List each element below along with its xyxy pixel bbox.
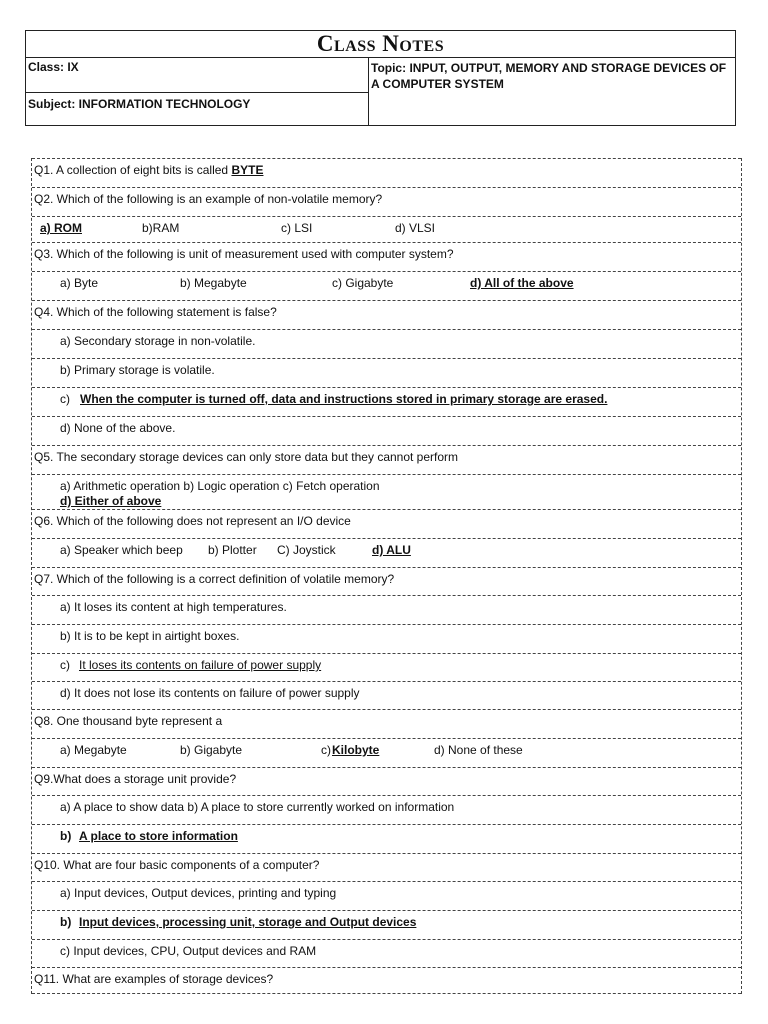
option: b) Plotter bbox=[208, 543, 257, 557]
question-text: Q5. The secondary storage devices can only store data but they cannot perform bbox=[34, 450, 459, 464]
option: a) It loses its content at high temperatures. bbox=[60, 600, 287, 614]
question-text: Q7. Which of the following is a correct definition of volatile memory? bbox=[34, 572, 395, 586]
question-text: Q3. Which of the following is unit of measurement used with computer system? bbox=[34, 247, 454, 261]
option-label: c) bbox=[60, 658, 70, 672]
option-row bbox=[32, 824, 741, 853]
question-row bbox=[32, 567, 741, 595]
option: C) Joystick bbox=[277, 543, 336, 557]
question-row bbox=[32, 300, 741, 329]
option-row bbox=[32, 881, 741, 910]
question-text: Q11. What are examples of storage devices? bbox=[34, 972, 274, 986]
option-row bbox=[32, 681, 741, 709]
option: a) Speaker which beep bbox=[60, 543, 183, 557]
option-label: b) bbox=[60, 829, 72, 843]
subject-field: Subject: INFORMATION TECHNOLOGY bbox=[28, 97, 251, 111]
option: b) Gigabyte bbox=[180, 743, 243, 757]
option-row bbox=[32, 624, 741, 653]
answer: d) All of the above bbox=[470, 276, 574, 290]
answer: It loses its contents on failure of power supply bbox=[79, 658, 322, 672]
question-row bbox=[32, 187, 741, 216]
option: d) VLSI bbox=[395, 221, 436, 235]
question-text: Q9.What does a storage unit provide? bbox=[34, 772, 237, 786]
question-row bbox=[32, 853, 741, 881]
option-row bbox=[32, 416, 741, 445]
question-row bbox=[32, 767, 741, 795]
document-title: Class Notes bbox=[26, 31, 735, 58]
option: a) Megabyte bbox=[60, 743, 127, 757]
option: b) It is to be kept in airtight boxes. bbox=[60, 629, 240, 643]
options-row bbox=[32, 795, 741, 824]
option: b)RAM bbox=[142, 221, 180, 235]
option: b) Megabyte bbox=[180, 276, 247, 290]
option: a) Byte bbox=[60, 276, 99, 290]
question-text: Q4. Which of the following statement is false? bbox=[34, 305, 277, 319]
question-list bbox=[31, 158, 742, 994]
question-text: Q6. Which of the following does not represent an I/O device bbox=[34, 514, 351, 528]
options-row bbox=[32, 271, 741, 300]
answer: BYTE bbox=[231, 163, 264, 177]
options-text: a) A place to show data b) A place to store currently worked on information bbox=[60, 800, 455, 814]
option-row bbox=[32, 595, 741, 624]
question-row bbox=[32, 158, 741, 187]
option-row bbox=[32, 653, 741, 681]
bottom-border bbox=[32, 993, 741, 994]
question-text: Q8. One thousand byte represent a bbox=[34, 714, 223, 728]
question-text: Q1. A collection of eight bits is called BYTE bbox=[34, 163, 264, 177]
option-row bbox=[32, 329, 741, 358]
question-row bbox=[32, 509, 741, 538]
option: c) Gigabyte bbox=[332, 276, 394, 290]
header-table bbox=[25, 30, 736, 126]
question-text: Q10. What are four basic components of a computer? bbox=[34, 858, 320, 872]
options-row bbox=[32, 738, 741, 767]
question-row bbox=[32, 242, 741, 271]
option-label: b) bbox=[60, 915, 72, 929]
option-label: c) bbox=[60, 392, 70, 406]
option-row bbox=[32, 910, 741, 939]
options-row bbox=[32, 538, 741, 567]
option: c) LSI bbox=[281, 221, 313, 235]
option: a) Secondary storage in non-volatile. bbox=[60, 334, 256, 348]
answer: A place to store information bbox=[79, 829, 238, 843]
topic-field: Topic: INPUT, OUTPUT, MEMORY AND STORAGE DEVICES OF A COMPUTER SYSTEM bbox=[371, 61, 727, 91]
question-row bbox=[32, 967, 741, 993]
option: b) Primary storage is volatile. bbox=[60, 363, 215, 377]
answer: d) ALU bbox=[372, 543, 411, 557]
answer: Kilobyte bbox=[332, 743, 380, 757]
option: d) None of these bbox=[434, 743, 523, 757]
answer: d) Either of above bbox=[60, 494, 162, 508]
answer: a) ROM bbox=[40, 221, 82, 235]
options-row bbox=[32, 216, 741, 242]
option-label: c) bbox=[321, 743, 331, 757]
options-row bbox=[32, 474, 741, 509]
option: c) Input devices, CPU, Output devices and RAM bbox=[60, 944, 317, 958]
option: d) None of the above. bbox=[60, 421, 176, 435]
option-row bbox=[32, 358, 741, 387]
answer: Input devices, processing unit, storage and Output devices bbox=[79, 915, 417, 929]
option-row bbox=[32, 939, 741, 967]
answer: When the computer is turned off, data and instructions stored in primary storage are erased. bbox=[80, 392, 608, 406]
question-text: Q2. Which of the following is an example of non-volatile memory? bbox=[34, 192, 383, 206]
option: a) Input devices, Output devices, printing and typing bbox=[60, 886, 337, 900]
question-row bbox=[32, 445, 741, 474]
class-field: Class: IX bbox=[26, 58, 368, 93]
option-row bbox=[32, 387, 741, 416]
option: d) It does not lose its contents on failure of power supply bbox=[60, 686, 360, 700]
options-text: a) Arithmetic operation b) Logic operation c) Fetch operation bbox=[60, 479, 380, 493]
question-row bbox=[32, 709, 741, 738]
